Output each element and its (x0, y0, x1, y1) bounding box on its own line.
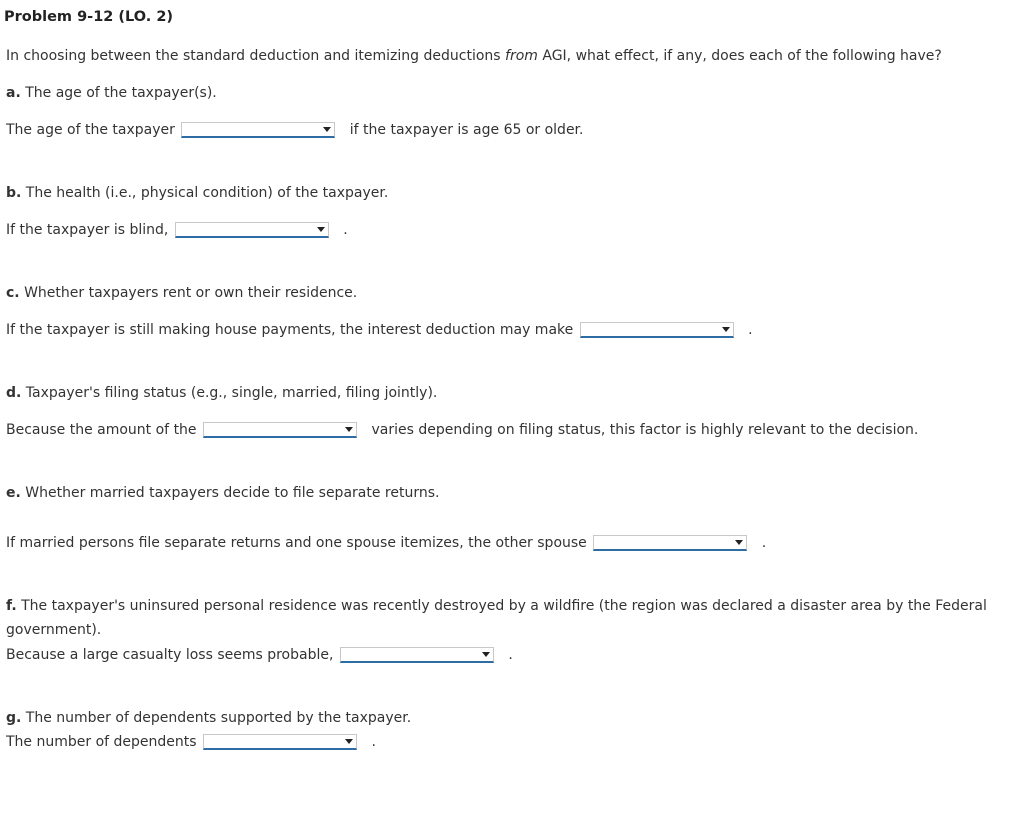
question-g-prompt (6, 709, 411, 727)
chevron-down-icon (317, 227, 325, 232)
question-f-before-text: Because a large casualty loss seems probable, (6, 647, 334, 663)
chevron-down-icon (345, 739, 353, 744)
question-d-prompt-text: Taxpayer's filing status (e.g., single, married, filing jointly). (25, 385, 438, 401)
question-d-before-text: Because the amount of the (6, 422, 197, 438)
question-a-prompt (6, 84, 217, 102)
question-f-letter: f. (6, 598, 17, 614)
intro-text (6, 47, 942, 65)
question-g-after-text: . (371, 734, 376, 750)
question-b-answer-row (6, 221, 348, 239)
question-a-prompt-text: The age of the taxpayer(s). (25, 85, 217, 101)
chevron-down-icon (735, 540, 743, 545)
question-g-prompt-text: The number of dependents supported by the taxpayer. (25, 710, 412, 726)
question-f-dropdown[interactable] (340, 647, 494, 663)
question-f-prompt (6, 594, 1006, 642)
question-a-after-text: if the taxpayer is age 65 or older. (349, 122, 584, 138)
question-c-after-text: . (748, 322, 753, 338)
question-a-letter: a. (6, 85, 21, 101)
question-b-prompt-text: The health (i.e., physical condition) of the taxpayer. (25, 185, 389, 201)
question-a-answer-row (6, 121, 583, 139)
question-e-answer-row (6, 534, 766, 552)
question-c-prompt (6, 284, 357, 302)
question-b-after-text: . (343, 222, 348, 238)
question-d-after-text: varies depending on filing status, this factor is highly relevant to the decision. (371, 422, 919, 438)
question-b-letter: b. (6, 185, 22, 201)
question-f-answer-row (6, 646, 513, 664)
chevron-down-icon (722, 327, 730, 332)
intro-after: AGI, what effect, if any, does each of the following have? (537, 48, 942, 64)
question-d-answer-row (6, 421, 918, 439)
question-e-dropdown[interactable] (593, 535, 747, 551)
question-f-prompt-text: The taxpayer's uninsured personal residence was recently destroyed by a wildfire (the region was declared a disaster area by the Federal government). (6, 598, 987, 638)
chevron-down-icon (482, 652, 490, 657)
question-e-letter: e. (6, 485, 21, 501)
question-c-dropdown[interactable] (580, 322, 734, 338)
question-c-letter: c. (6, 285, 20, 301)
question-e-after-text: . (761, 535, 767, 551)
question-e-prompt (6, 484, 439, 502)
chevron-down-icon (323, 127, 331, 132)
question-a-before-text: The age of the taxpayer (6, 122, 175, 138)
question-g-before-text: The number of dependents (6, 734, 197, 750)
question-d-dropdown[interactable] (203, 422, 357, 438)
intro-before: In choosing between the standard deduction and itemizing deductions (6, 48, 506, 64)
question-d-prompt (6, 384, 437, 402)
question-b-before-text: If the taxpayer is blind, (6, 222, 169, 238)
question-g-letter: g. (6, 710, 22, 726)
question-f-after-text: . (508, 647, 513, 663)
intro-italic: from (505, 48, 538, 64)
chevron-down-icon (345, 427, 353, 432)
question-a-dropdown[interactable] (181, 122, 335, 138)
question-c-before-text: If the taxpayer is still making house payments, the interest deduction may make (6, 322, 574, 338)
question-e-before-text: If married persons file separate returns and one spouse itemizes, the other spouse (6, 535, 587, 551)
question-g-answer-row (6, 733, 376, 751)
question-c-prompt-text: Whether taxpayers rent or own their residence. (24, 285, 358, 301)
question-e-prompt-text: Whether married taxpayers decide to file separate returns. (25, 485, 440, 501)
problem-title: Problem 9-12 (LO. 2) (4, 9, 174, 25)
question-b-dropdown[interactable] (175, 222, 329, 238)
question-d-letter: d. (6, 385, 22, 401)
question-b-prompt (6, 184, 388, 202)
question-c-answer-row (6, 321, 753, 339)
question-g-dropdown[interactable] (203, 734, 357, 750)
